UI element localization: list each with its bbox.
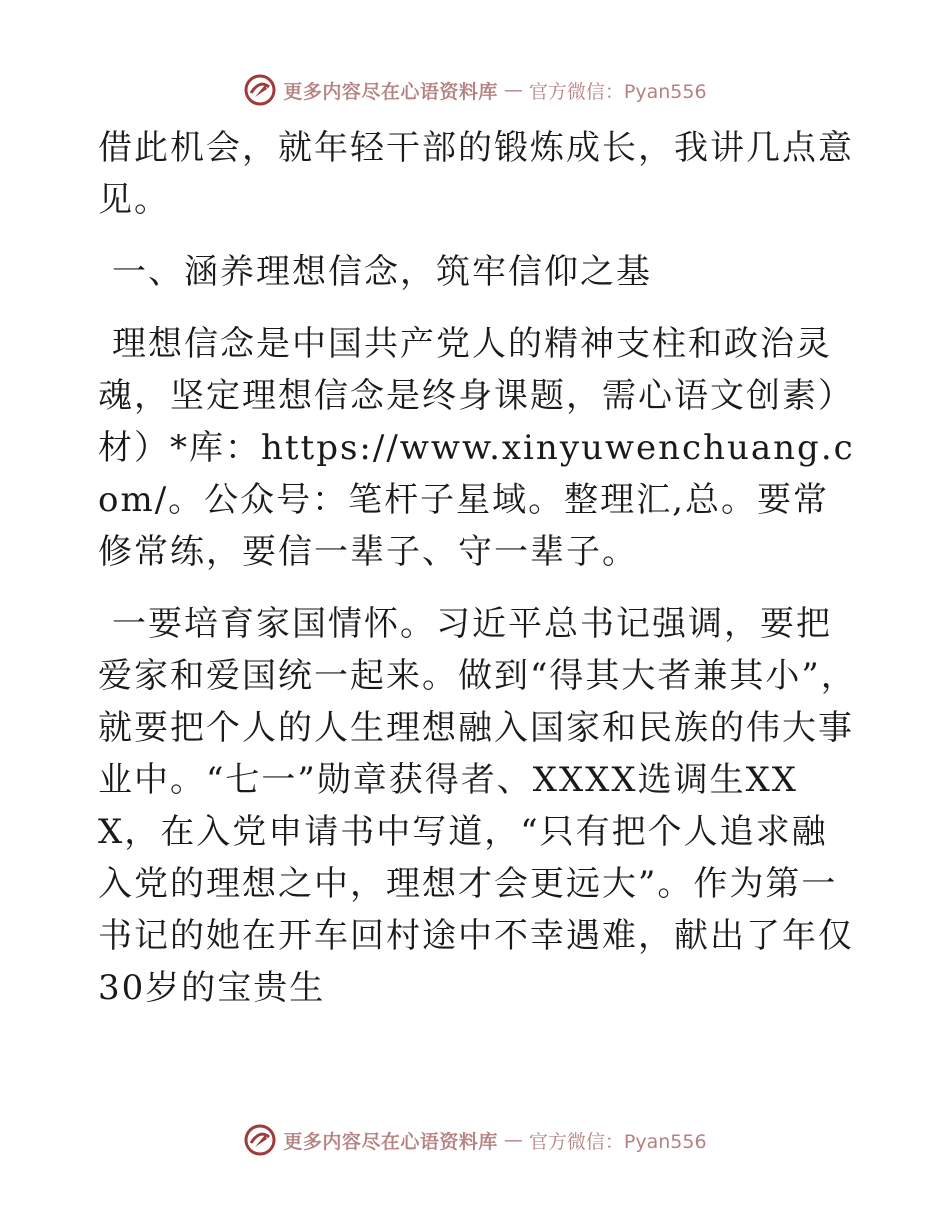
paragraph-intro: 借此机会，就年轻干部的锻炼成长，我讲几点意见。 <box>98 128 854 220</box>
header-watermark <box>0 70 950 110</box>
section-heading: 一、涵养理想信念，筑牢信仰之基 <box>112 252 652 292</box>
watermark-site-text: 更多内容尽在心语资料库 <box>283 80 498 103</box>
watermark-separator: — <box>503 79 523 101</box>
document-body <box>98 122 858 1034</box>
watermark-wechat-text: 官方微信：Pyan556 <box>528 80 707 103</box>
footer-watermark <box>0 1120 950 1160</box>
paragraph-ideals: 理想信念是中国共产党人的精神支柱和政治灵魂，坚定理想信念是终身课题，需心语文创素）材）*库：https://www.xinyuwenchuang.com/。公众号：笔杆子星域。整理汇,总。要常修常练，要信一辈子、守一辈子。 <box>98 324 855 572</box>
swirl-logo-icon <box>243 1123 277 1157</box>
watermark-site-text: 更多内容尽在心语资料库 <box>283 1130 498 1153</box>
swirl-logo-icon <box>243 73 277 107</box>
paragraph-patriotism: 一要培育家国情怀。习近平总书记强调，要把爱家和爱国统一起来。做到“得其大者兼其小”，就要把个人的人生理想融入国家和民族的伟大事业中。“七一”勋章获得者、XXXX选调生XXX，在入党申请书中写道，“只有把个人追求融入党的理想之中，理想才会更远大”。作为第一书记的她在开车回村途中不幸遇难，献出了年仅30岁的宝贵生 <box>98 604 857 1008</box>
watermark-separator: — <box>503 1129 523 1151</box>
watermark-wechat-text: 官方微信：Pyan556 <box>528 1130 707 1153</box>
